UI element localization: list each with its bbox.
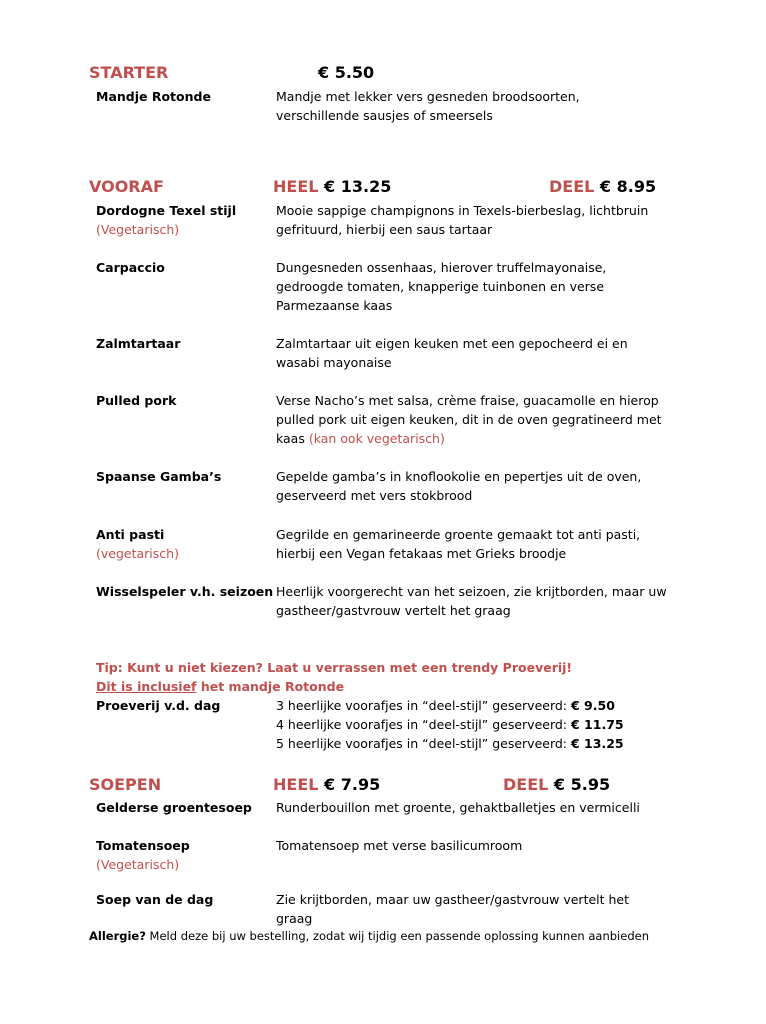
soepen-deel-price: DEEL € 5.95 <box>503 775 611 794</box>
vegetarian-note: (vegetarisch) <box>96 546 179 561</box>
menu-item-desc: Runderbouillon met groente, gehaktballetjes en vermicelli <box>276 800 640 815</box>
vooraf-heel-price: HEEL € 13.25 <box>273 177 392 196</box>
menu-item-desc: Tomatensoep met verse basilicumroom <box>276 838 523 853</box>
menu-item-desc: Heerlijk voorgerecht van het seizoen, zie krijtborden, maar uw gastheer/gastvrouw vertelt het graag <box>276 584 667 618</box>
vooraf-title: VOORAF <box>89 177 164 196</box>
menu-item-name: Anti pasti <box>96 527 165 542</box>
proeverij-option: 4 heerlijke voorafjes in “deel-stijl” geserveerd: € 11.75 <box>276 717 624 732</box>
menu-item-name: Mandje Rotonde <box>96 89 211 104</box>
menu-item-name: Gelderse groentesoep <box>96 800 252 815</box>
menu-item-name: Dordogne Texel stijl <box>96 203 237 218</box>
tip-inclusief-note: Dit is inclusief het mandje Rotonde <box>96 679 345 694</box>
menu-item-name: Pulled pork <box>96 393 177 408</box>
menu-item-name: Carpaccio <box>96 260 165 275</box>
menu-item-desc: Mandje met lekker vers gesneden broodsoorten, verschillende sausjes of smeersels <box>276 89 580 123</box>
menu-item-name: Zalmtartaar <box>96 336 181 351</box>
menu-item <box>96 836 190 874</box>
menu-item-desc: Gegrilde en gemarineerde groente gemaakt tot anti pasti, hierbij een Vegan fetakaas met Grieks broodje <box>276 527 641 561</box>
menu-item-name: Wisselspeler v.h. seizoen <box>96 584 274 599</box>
menu-item-desc: Zie krijtborden, maar uw gastheer/gastvrouw vertelt het graag <box>276 892 630 926</box>
starter-price: € 5.50 <box>318 63 375 82</box>
soepen-title: SOEPEN <box>89 775 162 794</box>
allergy-note: Allergie? Meld deze bij uw bestelling, zodat wij tijdig een passende oplossing kunnen aanbieden <box>89 929 649 943</box>
menu-item-name: Tomatensoep <box>96 838 190 853</box>
menu-item-desc: Dungesneden ossenhaas, hierover truffelmayonaise, gedroogde tomaten, knapperige tuinbonen en verse Parmezaanse kaas <box>276 260 607 313</box>
vegetarian-note: (Vegetarisch) <box>96 222 180 237</box>
menu-item <box>96 525 179 563</box>
menu-item <box>96 201 236 239</box>
menu-item-desc: Verse Nacho’s met salsa, crème fraise, guacamolle en hierop pulled pork uit eigen keuken, dit in de oven gegratineerd met kaas (kan ook vegetarisch) <box>276 393 662 446</box>
tip-text: Tip: Kunt u niet kiezen? Laat u verrassen met een trendy Proeverij! <box>96 660 573 675</box>
proeverij-name: Proeverij v.d. dag <box>96 698 221 713</box>
proeverij-option: 5 heerlijke voorafjes in “deel-stijl” geserveerd: € 13.25 <box>276 736 624 751</box>
starter-title: STARTER <box>89 63 169 82</box>
menu-item-desc: Zalmtartaar uit eigen keuken met een gepocheerd ei en wasabi mayonaise <box>276 336 628 370</box>
menu-item-desc: Mooie sappige champignons in Texels-bierbeslag, lichtbruin gefrituurd, hierbij een saus tartaar <box>276 203 649 237</box>
vooraf-deel-price: DEEL € 8.95 <box>549 177 657 196</box>
vegetarian-note: (Vegetarisch) <box>96 857 180 872</box>
vegetarian-note: (kan ook vegetarisch) <box>308 431 445 446</box>
proeverij-options <box>276 696 624 753</box>
menu-item-name: Spaanse Gamba’s <box>96 469 222 484</box>
proeverij-option: 3 heerlijke voorafjes in “deel-stijl” geserveerd: € 9.50 <box>276 698 615 713</box>
menu-item-desc: Gepelde gamba’s in knoflookolie en pepertjes uit de oven, geserveerd met vers stokbrood <box>276 469 642 503</box>
menu-item-name: Soep van de dag <box>96 892 214 907</box>
soepen-heel-price: HEEL € 7.95 <box>273 775 381 794</box>
